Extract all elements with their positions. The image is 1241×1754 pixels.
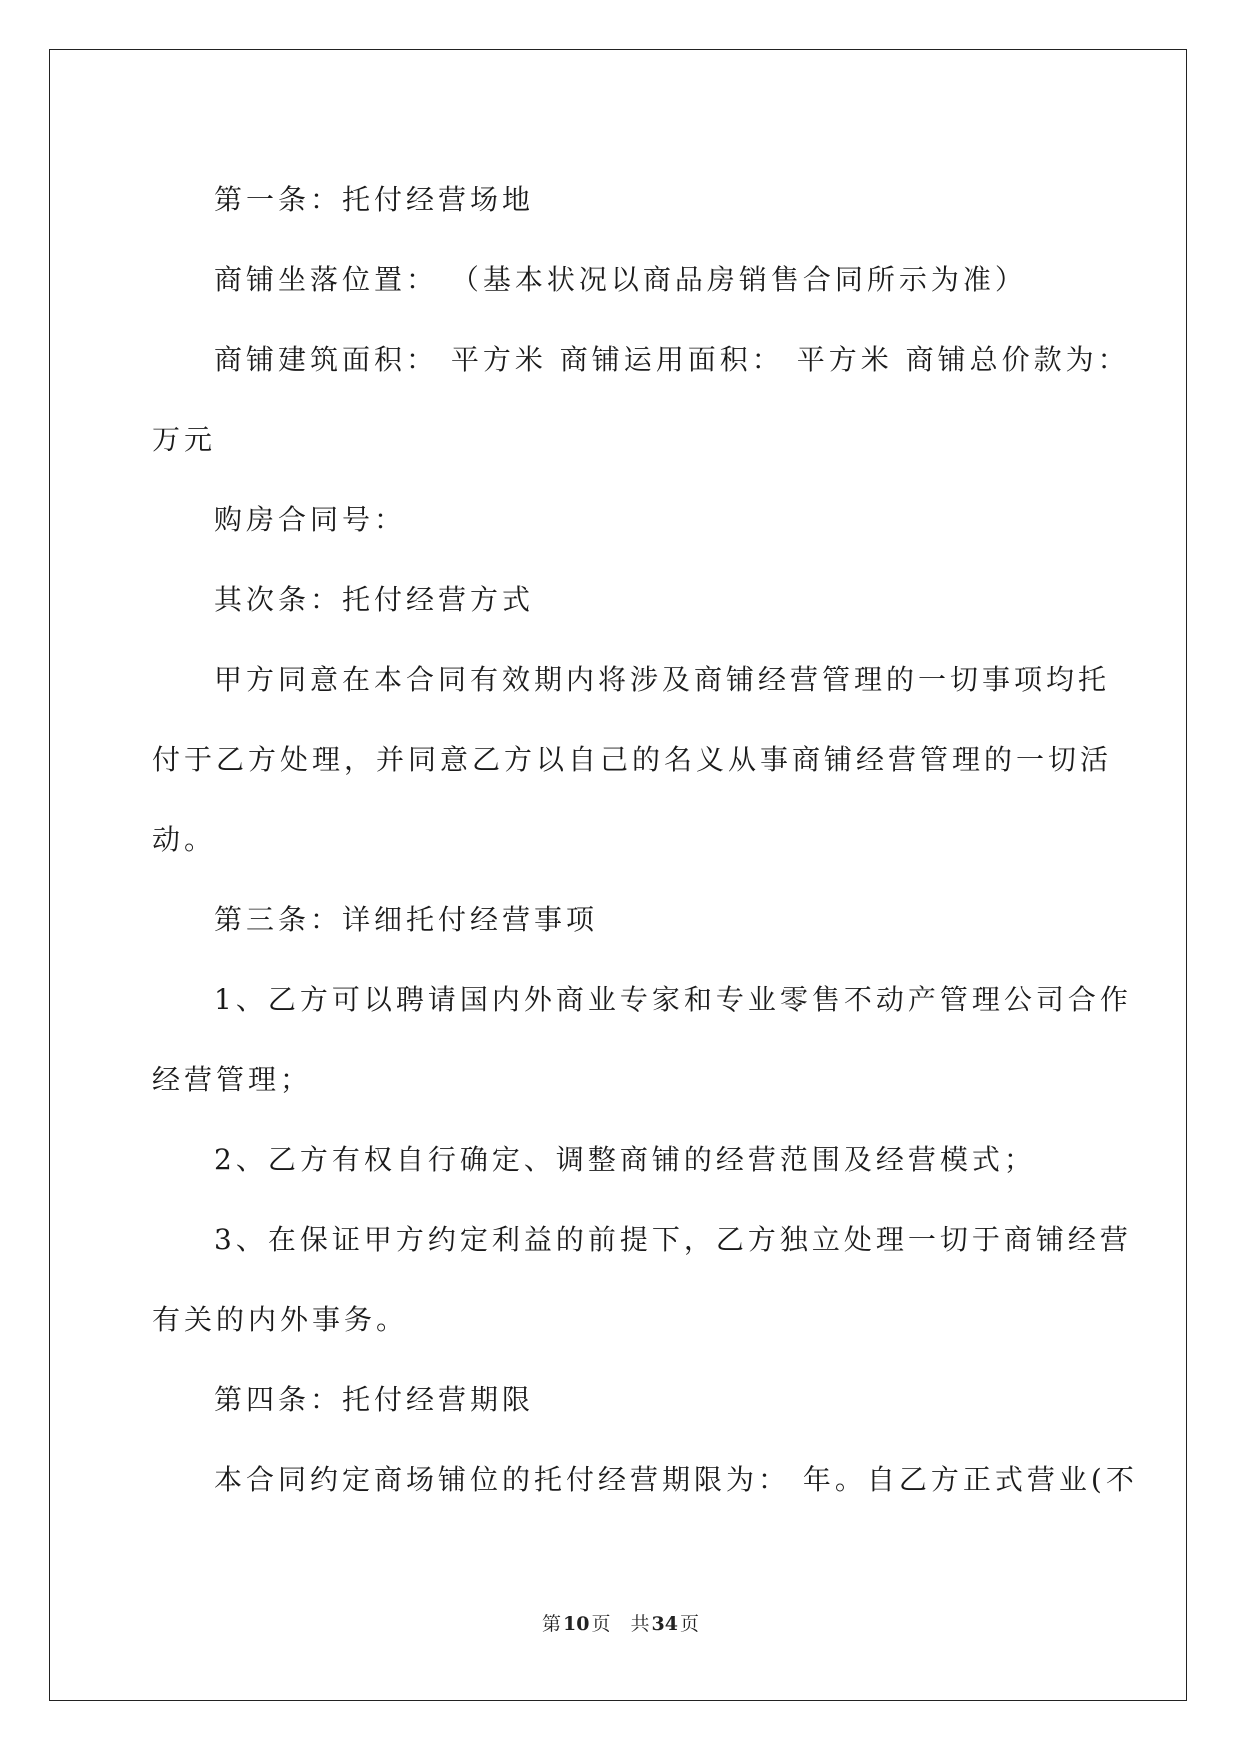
footer-page-suffix: 页: [591, 1613, 611, 1635]
paragraph: 商铺坐落位置： （基本状况以商品房销售合同所示为准）: [214, 263, 1027, 296]
paragraph: 2、乙方有权自行确定、调整商铺的经营范围及经营模式；: [214, 1143, 1036, 1176]
paragraph: 1、乙方可以聘请国内外商业专家和专业零售不动产管理公司合作: [214, 983, 1132, 1016]
page-number: 10: [563, 1613, 590, 1635]
footer-total-suffix: 页: [679, 1613, 699, 1635]
document-body: [152, 160, 1138, 1520]
paragraph: 本合同约定商场铺位的托付经营期限为： 年。自乙方正式营业(不: [214, 1463, 1138, 1496]
paragraph: 3、在保证甲方约定利益的前提下，乙方独立处理一切于商铺经营: [214, 1223, 1132, 1256]
paragraph: 经营管理；: [152, 1063, 313, 1096]
paragraph: 第三条：详细托付经营事项: [214, 903, 599, 936]
total-pages: 34: [651, 1613, 678, 1635]
paragraph: 万元: [152, 423, 217, 456]
paragraph: 动。: [152, 823, 217, 856]
paragraph: 有关的内外事务。: [152, 1303, 409, 1336]
paragraph: 其次条：托付经营方式: [214, 583, 535, 616]
footer-total-prefix: 共: [630, 1613, 650, 1635]
paragraph: 付于乙方处理，并同意乙方以自己的名义从事商铺经营管理的一切活: [152, 743, 1113, 776]
footer-prefix: 第: [542, 1613, 562, 1635]
page-footer: [0, 1609, 1241, 1636]
paragraph: 甲方同意在本合同有效期内将涉及商铺经营管理的一切事项均托: [214, 663, 1111, 696]
paragraph: 商铺建筑面积： 平方米 商铺运用面积： 平方米 商铺总价款为：: [214, 343, 1130, 376]
paragraph: 购房合同号：: [214, 503, 407, 536]
paragraph: 第四条：托付经营期限: [214, 1383, 535, 1416]
paragraph: 第一条：托付经营场地: [214, 183, 535, 216]
